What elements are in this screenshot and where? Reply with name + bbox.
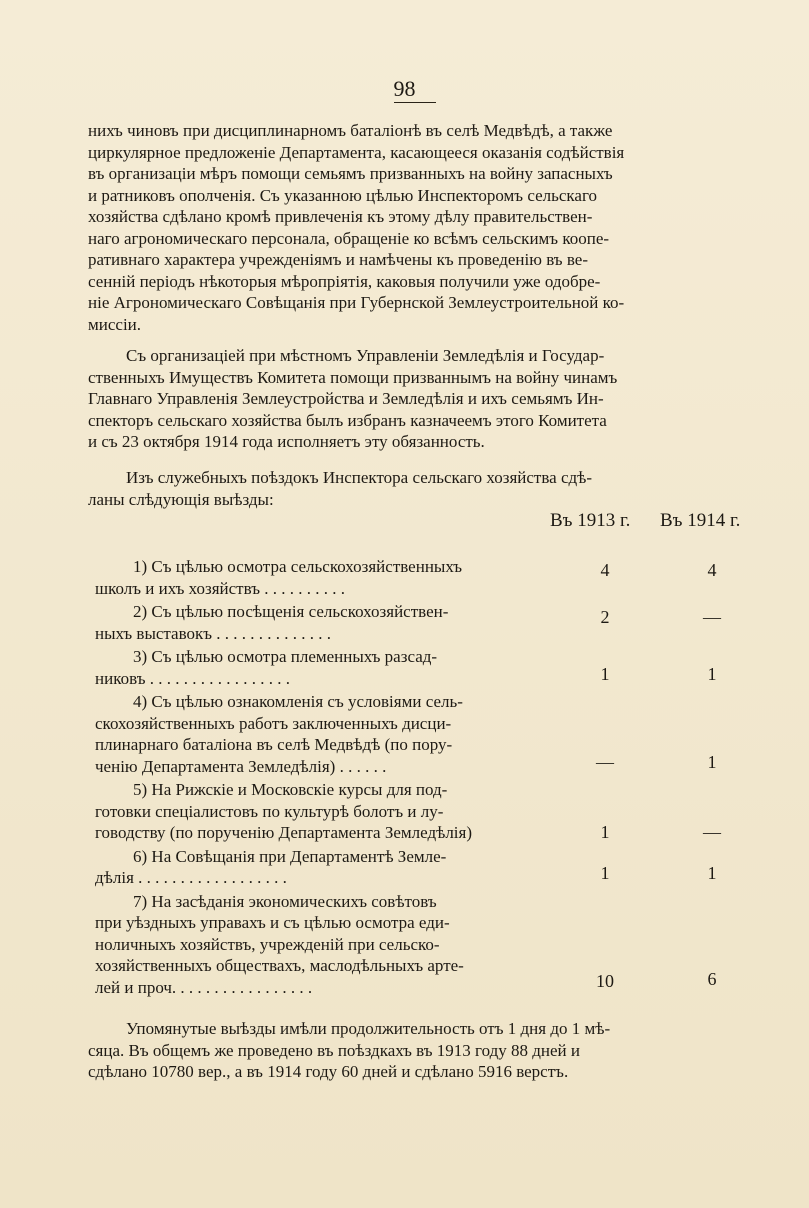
table-row: [95, 646, 775, 689]
row-text: лей и проч. . . . . . . . . . . . . . . . .: [95, 977, 313, 997]
text-line: спекторъ сельскаго хозяйства былъ избранъ казначеемъ этого Комитета: [88, 410, 607, 430]
row-text: ныхъ выставокъ . . . . . . . . . . . . . .: [95, 623, 332, 643]
row-text: никовъ . . . . . . . . . . . . . . . . .: [95, 668, 290, 688]
text-line: Упомянутые выѣзды имѣли продолжительность отъ 1 дня до 1 мѣ-: [126, 1019, 611, 1038]
row-text: 6) На Совѣщанія при Департаментѣ Земле-: [133, 846, 447, 866]
text-line: сенній періодъ нѣкоторыя мѣропріятія, каковыя получили уже одобре-: [88, 271, 601, 291]
text-line: циркулярное предложеніе Департамента, касающееся оказанія содѣйствія: [88, 142, 625, 162]
value-1913: 1: [600, 863, 610, 883]
value-1914: 1: [707, 863, 717, 883]
text-line: ственныхъ Имуществъ Комитета помощи призваннымъ на войну чинамъ: [88, 367, 618, 387]
value-1913: 1: [600, 822, 610, 842]
row-text: готовки спеціалистовъ по культурѣ болотъ и лу-: [95, 801, 444, 821]
row-text: плинарнаго баталіона въ селѣ Медвѣдѣ (по пору-: [95, 735, 453, 754]
paragraph-4: [88, 1018, 756, 1083]
table-row: [95, 779, 775, 844]
text-line: и съ 23 октября 1914 года исполняетъ эту обязанность.: [88, 432, 485, 451]
row-text: хозяйственныхъ обществахъ, маслодѣльныхъ арте-: [95, 956, 464, 975]
value-1914: 4: [707, 559, 717, 580]
text-line: Изъ служебныхъ поѣздокъ Инспектора сельскаго хозяйства сдѣ-: [126, 468, 593, 487]
row-text: 4) Съ цѣлью ознакомленія съ условіями сель-: [133, 692, 463, 711]
text-line: ланы слѣдующія выѣзды:: [88, 489, 274, 509]
value-1914: 1: [707, 663, 717, 684]
trips-table: [95, 556, 775, 998]
value-1913: 10: [596, 970, 614, 991]
paragraph-2: [88, 345, 756, 453]
value-1914: —: [703, 822, 721, 842]
text-line: наго агрономическаго персонала, обращеніе ко всѣмъ сельскимъ коопе-: [88, 228, 610, 248]
value-1914: 6: [707, 968, 717, 989]
table-row: [95, 556, 775, 599]
page-number-rule: [394, 102, 436, 103]
paragraph-3: [88, 467, 756, 510]
page-number: 98: [393, 76, 416, 101]
row-text: 7) На засѣданія экономическихъ совѣтовъ: [133, 891, 437, 911]
value-1914: 1: [707, 751, 717, 772]
row-text: 3) Съ цѣлью осмотра племенныхъ разсад-: [133, 647, 438, 666]
row-text: дѣлія . . . . . . . . . . . . . . . . . .: [95, 868, 287, 887]
row-text: ченію Департамента Земледѣлія) . . . . . .: [95, 756, 387, 776]
row-text: 5) На Рижскіе и Московскіе курсы для под-: [133, 780, 448, 799]
column-header-1914: Въ 1914 г.: [660, 510, 741, 531]
text-line: ративнаго характера учрежденіямъ и намѣчены къ проведенію въ ве-: [88, 250, 588, 269]
value-1914: —: [703, 606, 721, 627]
table-row: [95, 846, 775, 889]
paragraph-1: [88, 120, 756, 335]
row-text: школъ и ихъ хозяйствъ . . . . . . . . . .: [95, 578, 345, 598]
value-1913: 4: [600, 559, 610, 580]
text-line: Съ организаціей при мѣстномъ Управленіи Земледѣлія и Государ-: [126, 346, 605, 365]
row-text: 2) Съ цѣлью посѣщенія сельскохозяйствен-: [133, 602, 449, 621]
table-row: [95, 691, 775, 777]
text-line: ніе Агрономическаго Совѣщанія при Губернской Землеустроительной ко-: [88, 293, 625, 312]
value-1913: 1: [600, 663, 610, 684]
text-line: сдѣлано 10780 вер., а въ 1914 году 60 дней и сдѣлано 5916 верстъ.: [88, 1062, 569, 1081]
text-line: нихъ чиновъ при дисциплинарномъ баталіонѣ въ селѣ Медвѣдѣ, а также: [88, 121, 613, 140]
table-row: [95, 601, 775, 644]
text-line: сяца. Въ общемъ же проведено въ поѣздкахъ въ 1913 году 88 дней и: [88, 1040, 580, 1060]
text-line: миссіи.: [88, 314, 142, 334]
column-header-1913: Въ 1913 г.: [550, 510, 631, 531]
table-row: [95, 891, 775, 999]
text-line: въ организаціи мѣръ помощи семьямъ призванныхъ на войну запасныхъ: [88, 164, 613, 183]
row-text: при уѣздныхъ управахъ и съ цѣлью осмотра еди-: [95, 913, 450, 932]
row-text: 1) Съ цѣлью осмотра сельскохозяйственныхъ: [133, 557, 462, 576]
row-text: ноличныхъ хозяйствъ, учрежденій при сельско-: [95, 934, 440, 954]
value-1913: —: [596, 751, 614, 772]
value-1913: 2: [600, 606, 610, 627]
text-line: Главнаго Управленія Землеустройства и Земледѣлія и ихъ семьямъ Ин-: [88, 389, 604, 408]
text-line: и ратниковъ ополченія. Съ указанною цѣлью Инспекторомъ сельскаго: [88, 185, 598, 205]
row-text: скохозяйственныхъ работъ заключенныхъ дисци-: [95, 713, 452, 733]
row-text: говодству (по порученію Департамента Земледѣлія): [95, 823, 473, 842]
text-line: хозяйства сдѣлано кромѣ привлеченія къ этому дѣлу правительствен-: [88, 207, 593, 226]
